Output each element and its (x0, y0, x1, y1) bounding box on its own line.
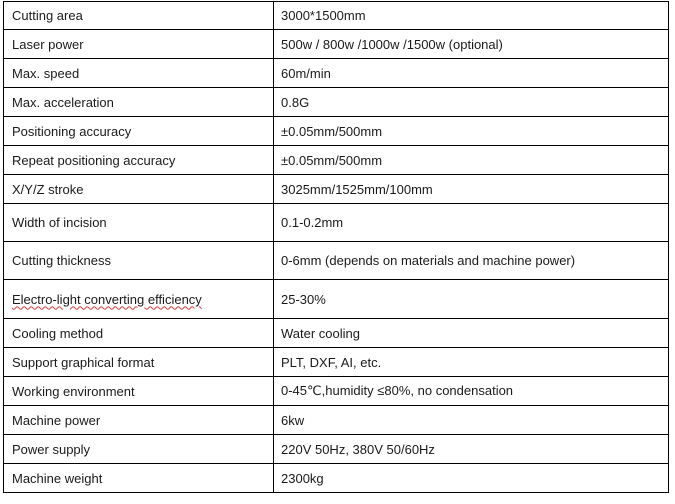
table-row (4, 464, 669, 493)
row-value: 2300kg (274, 464, 669, 493)
row-value: 500w / 800w /1000w /1500w (optional) (274, 30, 669, 59)
efficiency-label: Electro-light converting efficiency (12, 291, 202, 307)
table-row (4, 204, 669, 242)
row-value: 220V 50Hz, 380V 50/60Hz (274, 435, 669, 464)
table-row (4, 59, 669, 88)
row-label: Cutting thickness (4, 242, 274, 280)
table-row (4, 319, 669, 348)
row-label: Max. acceleration (4, 88, 274, 117)
row-label: Support graphical format (4, 348, 274, 377)
table-row (4, 175, 669, 204)
table-row (4, 2, 669, 30)
table-row (4, 377, 669, 406)
table-row (4, 30, 669, 59)
row-label: Laser power (4, 30, 274, 59)
row-label: Positioning accuracy (4, 117, 274, 146)
row-value: 0.8G (274, 88, 669, 117)
table-row (4, 88, 669, 117)
table-row (4, 146, 669, 175)
row-label: Cooling method (4, 319, 274, 348)
row-label: Cutting area (4, 2, 274, 30)
spec-table (3, 1, 669, 493)
row-value: 0.1-0.2mm (274, 204, 669, 242)
row-value: Water cooling (274, 319, 669, 348)
row-label: Machine power (4, 406, 274, 435)
row-value: 60m/min (274, 59, 669, 88)
table-row (4, 406, 669, 435)
row-label: X/Y/Z stroke (4, 175, 274, 204)
row-value: 6kw (274, 406, 669, 435)
table-row (4, 117, 669, 146)
row-label: Machine weight (4, 464, 274, 493)
table-row (4, 242, 669, 280)
table-row (4, 348, 669, 377)
row-value: 0-6mm (depends on materials and machine power) (274, 242, 669, 280)
row-label: Power supply (4, 435, 274, 464)
table-row (4, 435, 669, 464)
row-value: PLT, DXF, AI, etc. (274, 348, 669, 377)
row-value: ±0.05mm/500mm (274, 117, 669, 146)
row-label: Width of incision (4, 204, 274, 242)
row-label (4, 280, 274, 319)
table-row (4, 280, 669, 319)
row-label: Working environment (4, 377, 274, 406)
row-value: 0-45℃,humidity ≤80%, no condensation (274, 377, 669, 406)
row-value: ±0.05mm/500mm (274, 146, 669, 175)
row-label: Max. speed (4, 59, 274, 88)
row-label: Repeat positioning accuracy (4, 146, 274, 175)
row-value: 3025mm/1525mm/100mm (274, 175, 669, 204)
row-value: 3000*1500mm (274, 2, 669, 30)
row-value: 25-30% (274, 280, 669, 319)
